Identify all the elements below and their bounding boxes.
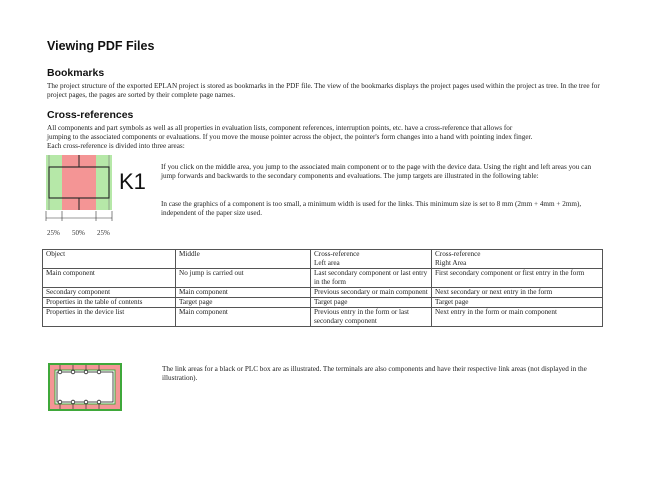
cell-object: Secondary component — [43, 288, 176, 298]
jump-targets-paragraph: If you click on the middle area, you jump to the associated main component or to the page with the device data. Using the right and left areas you can jump forwards and backwards to the secondary components and evaluations. The jump targets are illustrated in the following table: — [161, 163, 592, 180]
cell-left: Target page — [311, 298, 432, 308]
table-header-row — [43, 250, 603, 269]
cell-right: First secondary component or first entry in the form — [432, 269, 603, 288]
header-left-line-2: Left area — [314, 259, 340, 267]
cell-left: Previous entry in the form or last secondary component — [311, 308, 432, 327]
cell-left: Previous secondary or main component — [311, 288, 432, 298]
header-left-line-1: Cross-reference — [314, 250, 360, 258]
table-row — [43, 298, 603, 308]
table-row — [43, 308, 603, 327]
percent-right-label: 25% — [97, 229, 110, 237]
cross-references-intro-line-3: Each cross-reference is divided into three areas: — [47, 142, 185, 150]
cell-object: Main component — [43, 269, 176, 288]
bookmarks-paragraph: The project structure of the exported EPLAN project is stored as bookmarks in the PDF file. The view of the bookmarks displays the project pages used within the project as tree. In the tree for project pages, the pages are sorted by their complete page names. — [47, 82, 600, 99]
percent-middle-label: 50% — [72, 229, 85, 237]
cell-right: Next secondary or next entry in the form — [432, 288, 603, 298]
cross-references-intro-line-2: jumping to the associated components or evaluations. If you move the mouse pointer across the object, the pointer's form changes into a hand with pointing index finger. — [47, 133, 533, 141]
header-object: Object — [43, 250, 176, 269]
cell-right: Next entry in the form or main component — [432, 308, 603, 327]
right-link-area — [96, 155, 112, 210]
component-label-k1: K1 — [119, 169, 146, 194]
cell-middle: Main component — [176, 308, 311, 327]
cross-references-intro-line-1: All components and part symbols as well as all properties in evaluation lists, component references, interruption points, etc. have a cross-reference that allows for — [47, 124, 513, 132]
cell-middle: No jump is carried out — [176, 269, 311, 288]
left-link-area — [46, 155, 62, 210]
header-middle: Middle — [176, 250, 311, 269]
bookmarks-heading: Bookmarks — [47, 67, 105, 79]
header-right-line-1: Cross-reference — [435, 250, 481, 258]
page-title: Viewing PDF Files — [47, 39, 155, 53]
cell-object: Properties in the table of contents — [43, 298, 176, 308]
header-right-line-2: Right Area — [435, 259, 467, 267]
plc-box-link-areas-diagram — [48, 363, 122, 411]
cell-left: Last secondary component or last entry in the form — [311, 269, 432, 288]
cross-reference-link-areas-diagram — [44, 155, 154, 240]
cell-middle: Target page — [176, 298, 311, 308]
cross-references-heading: Cross-references — [47, 109, 134, 121]
table-row — [43, 269, 603, 288]
cell-object: Properties in the device list — [43, 308, 176, 327]
header-left-area — [311, 250, 432, 269]
minimum-size-paragraph: In case the graphics of a component is too small, a minimum width is used for the links. This minimum size is set to 8 mm (2mm + 4mm + 2mm), independent of the paper size used. — [161, 200, 582, 217]
plc-box-paragraph: The link areas for a black or PLC box are as illustrated. The terminals are also components and have their respective link areas (not displayed in the illustration). — [162, 365, 587, 382]
header-right-area — [432, 250, 603, 269]
jump-targets-table — [42, 249, 603, 327]
cell-right: Target page — [432, 298, 603, 308]
table-row — [43, 288, 603, 298]
cell-middle: Main component — [176, 288, 311, 298]
percent-left-label: 25% — [47, 229, 60, 237]
